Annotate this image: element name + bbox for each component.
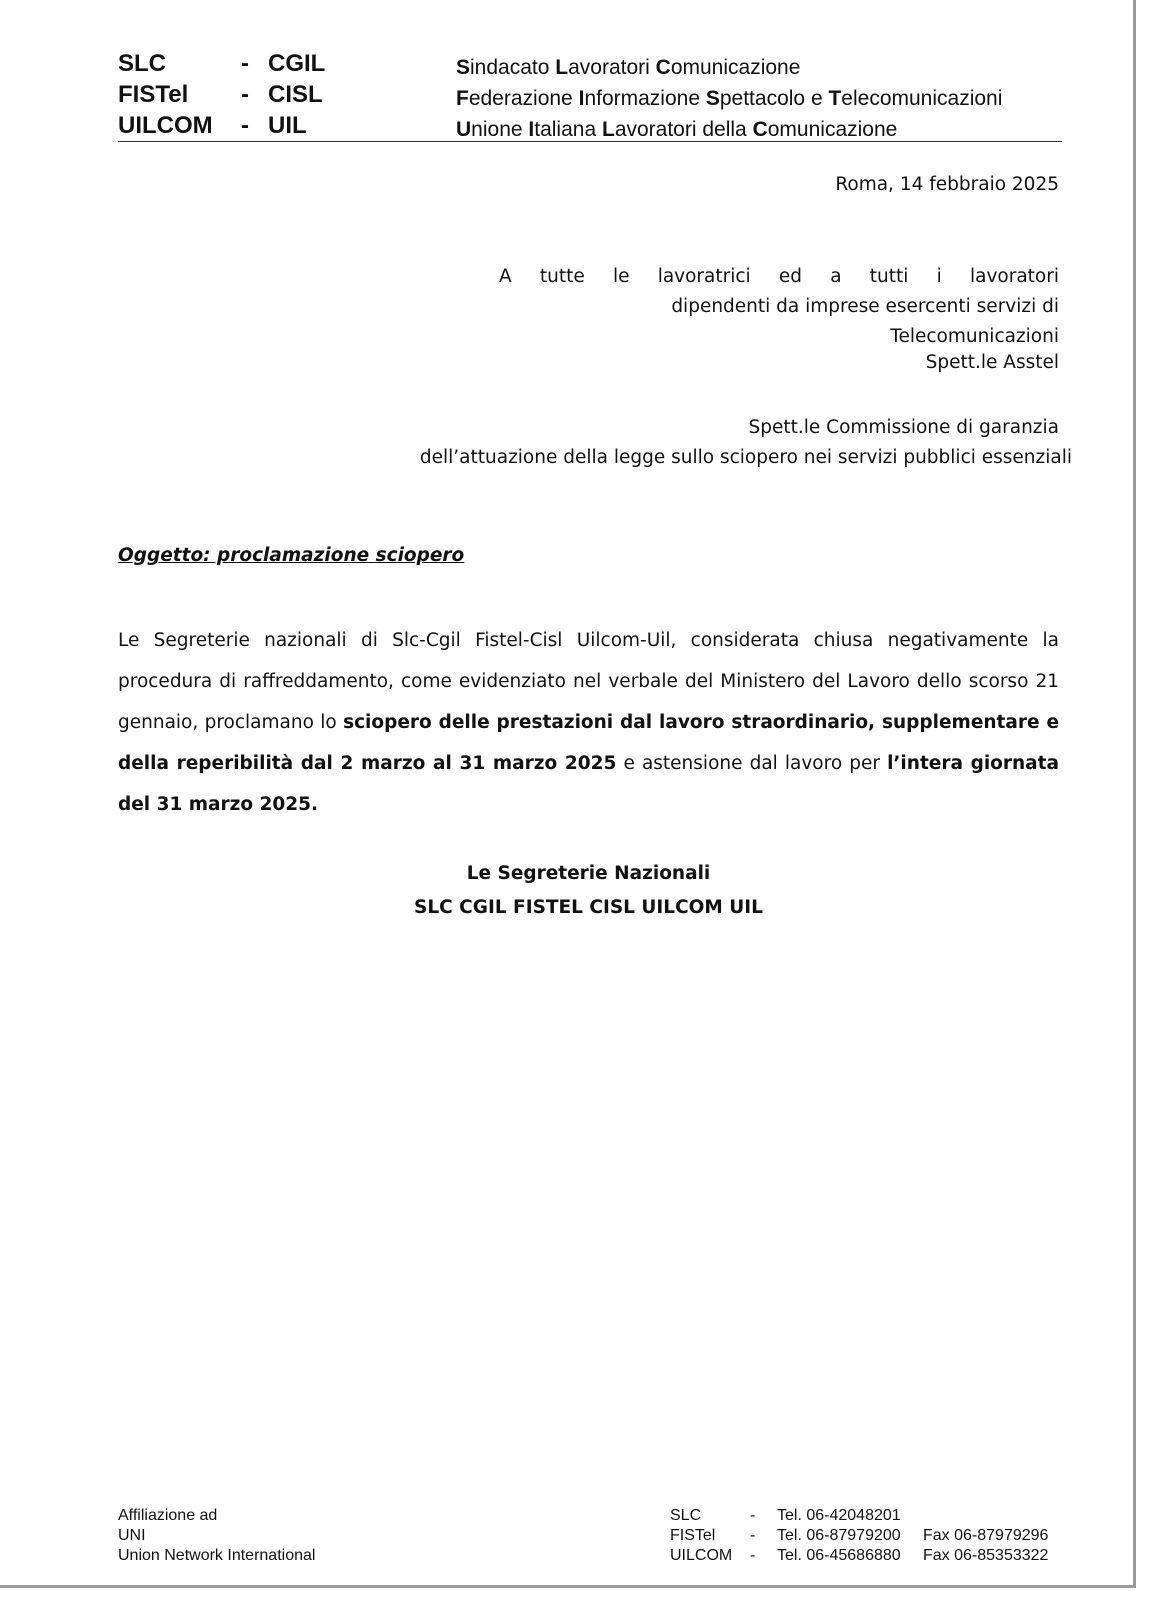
union-name: UILCOM <box>118 112 213 139</box>
addressee-asstel: Spett.le Asstel <box>925 352 1059 373</box>
contact-name: FISTel <box>670 1527 716 1544</box>
union-dash: - <box>241 50 249 77</box>
contact-row <box>670 1526 1070 1546</box>
body-text: Le Segreterie nazionali di Slc-Cgil Fistel-Cisl Uilcom-Uil, considerata chiusa negativamente la procedura di raffreddamento, come evidenziato nel verbale del Ministero del Lavoro dello scorso 21 gennaio, proclamano lo <box>118 630 1059 733</box>
body-bold-text: l’intera giornata del 31 marzo 2025. <box>118 753 1059 815</box>
signature-block <box>118 857 1059 925</box>
union-full-name: Sindacato Lavoratori Comunicazione <box>456 56 801 79</box>
contact-name: SLC <box>670 1507 702 1524</box>
union-confederation: UIL <box>268 112 307 139</box>
contact-row <box>670 1546 1070 1566</box>
addressee-line: Spett.le Commissione di garanzia <box>748 417 1059 438</box>
addressee-workers <box>499 262 1059 352</box>
body-paragraph <box>118 620 1059 825</box>
footer-line: UNI <box>118 1527 146 1544</box>
header-divider <box>118 141 1062 142</box>
body-text: e astensione dal lavoro per <box>616 753 888 774</box>
contact-row <box>670 1506 1070 1526</box>
union-dash: - <box>241 112 249 139</box>
contact-dash: - <box>750 1547 756 1564</box>
union-confederation: CISL <box>268 81 323 108</box>
contact-name: UILCOM <box>670 1547 733 1564</box>
union-dash: - <box>241 81 249 108</box>
union-full-names <box>456 52 1002 145</box>
contact-fax: Fax 06-87979296 <box>923 1527 1049 1544</box>
footer-line: Union Network International <box>118 1547 316 1564</box>
footer-affiliation <box>118 1506 315 1566</box>
contact-dash: - <box>750 1527 756 1544</box>
footer-contacts <box>670 1506 1070 1566</box>
union-full-name: Federazione Informazione Spettacolo e Telecomunicazioni <box>456 87 1003 110</box>
contact-fax: Fax 06-85353322 <box>923 1547 1049 1564</box>
letter-date: Roma, 14 febbraio 2025 <box>835 174 1059 195</box>
contact-tel: Tel. 06-45686880 <box>777 1547 901 1564</box>
subject-line: Oggetto: proclamazione sciopero <box>118 545 465 566</box>
body-bold-text: sciopero delle prestazioni dal lavoro straordinario, supplementare e della reperibilità dal 2 marzo al 31 marzo 2025 <box>118 712 1059 774</box>
addressee-line: dipendenti da imprese esercenti servizi di Telecomunicazioni <box>671 296 1059 347</box>
addressee-line: dell’attuazione della legge sullo sciopero nei servizi pubblici essenziali <box>419 447 1072 468</box>
signature-line: SLC CGIL FISTEL CISL UILCOM UIL <box>414 897 763 918</box>
union-confederation: CGIL <box>268 50 326 77</box>
union-name: SLC <box>118 50 166 77</box>
addressee-line: A tutte le lavoratrici ed a tutti i lavoratori <box>499 266 1059 287</box>
union-full-name: Unione Italiana Lavoratori della Comunicazione <box>456 118 898 141</box>
contact-tel: Tel. 06-87979200 <box>777 1527 901 1544</box>
union-name: FISTel <box>118 81 189 108</box>
footer-line: Affiliazione ad <box>118 1507 218 1524</box>
contact-tel: Tel. 06-42048201 <box>777 1507 901 1524</box>
addressee-commission <box>420 413 1072 473</box>
contact-dash: - <box>750 1507 756 1524</box>
signature-line: Le Segreterie Nazionali <box>466 863 711 884</box>
